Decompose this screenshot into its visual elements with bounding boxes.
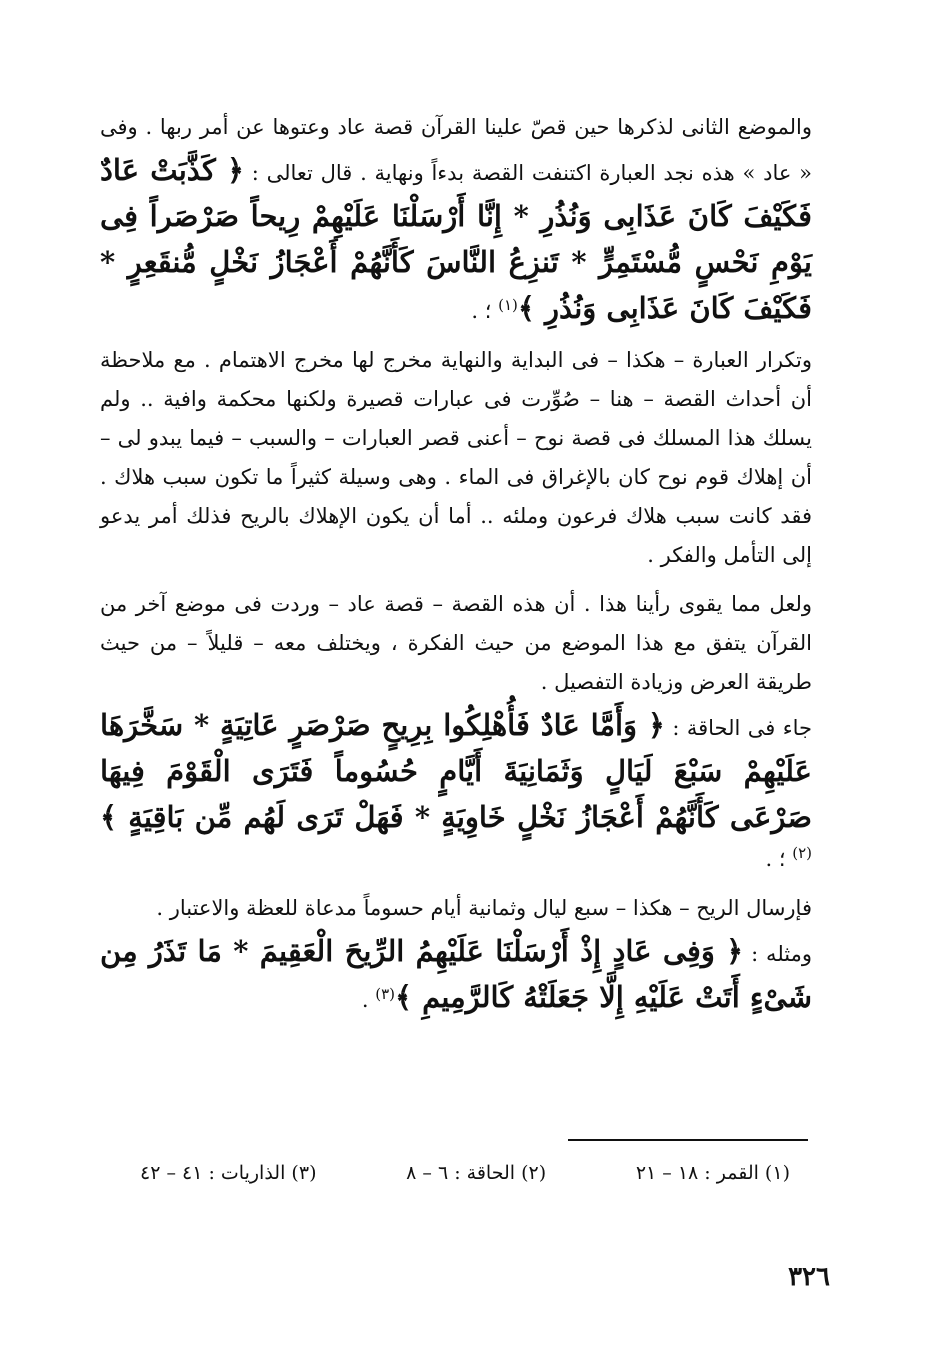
footnote-ref-2: (٢)	[792, 844, 812, 862]
paragraph-4	[100, 702, 812, 879]
footnote-3: (٣) الذاريات : ٤١ – ٤٢	[140, 1162, 317, 1184]
footnote-2: (٢) الحاقة : ٦ – ٨	[406, 1162, 547, 1184]
paragraph-3: ولعل مما يقوى رأينا هذا . أن هذه القصة – قصة عاد – وردت فى موضع آخر من القرآن يتفق مع هذا الموضع من حيث الفكرة ، ويختلف معه – قليلاً – من حيث طريقة العرض وزيادة التفصيل .	[100, 592, 812, 694]
paragraph-1-outro: ؛ .	[471, 299, 499, 323]
footnote-ref-1: (١)	[498, 296, 518, 314]
paragraph-5: فإرسال الريح – هكذا – سبع ليال وثمانية أيام حسوماً مدعاة للعظة والاعتبار .	[156, 896, 812, 920]
paragraph-1-intro: والموضع الثانى لذكرها حين قصّ علينا القرآن قصة عاد وعتوها عن أمر ربها . وفى « عاد » هذه نجد العبارة اكتنفت القصة بدءاً ونهاية . قال تعالى :	[100, 115, 812, 185]
paragraph-1	[100, 108, 812, 331]
paragraph-6-outro: .	[361, 988, 376, 1012]
page-number: ٣٢٦	[788, 1262, 830, 1292]
paragraph-4-outro: ؛ .	[765, 847, 793, 871]
paragraph-6	[100, 928, 812, 1020]
body-text	[100, 108, 812, 1020]
footnote-1: (١) القمر : ١٨ – ٢١	[635, 1162, 790, 1184]
footnotes	[140, 1162, 790, 1184]
quran-quote-1: ﴿ كَذَّبَتْ عَادٌ فَكَيْفَ كَانَ عَذَابِى وَنُذُرِ * إِنَّا أَرْسَلْنَا عَلَيْهِمْ رِيحاً صَرْصَراً فِى يَوْمِ نَحْسٍ مُّسْتَمِرٍّ * تَنزِعُ النَّاسَ كَأَنَّهُمْ أَعْجَازُ نَخْلٍ مُّنقَعِرٍ * فَكَيْفَ كَانَ عَذَابِى وَنُذُرِ ﴾	[100, 153, 812, 325]
footnote-divider	[568, 1139, 808, 1141]
paragraph-2: وتكرار العبارة – هكذا – فى البداية والنهاية مخرج لها مخرج الاهتمام . مع ملاحظة أن أحداث القصة – هنا – صُوِّرت فى عبارات قصيرة ولكنها محكمة وافية .. ولم يسلك هذا المسلك فى قصة نوح – أعنى قصر العبارات – والسبب – فيما يبدو لى – أن إهلاك قوم نوح كان بالإغراق فى الماء . وهى وسيلة كثيراً ما تكون سبب هلاك . فقد كانت سبب هلاك فرعون وملئه .. أما أن يكون الإهلاك بالريح فذلك أمر يدعو إلى التأمل والفكر .	[100, 348, 812, 567]
quran-quote-2: ﴿ وَأَمَّا عَادٌ فَأُهْلِكُوا بِرِيحٍ صَرْصَرٍ عَاتِيَةٍ * سَخَّرَهَا عَلَيْهِمْ سَبْعَ لَيَالٍ وَثَمَانِيَةَ أَيَّامٍ حُسُوماً فَتَرَى الْقَوْمَ فِيهَا صَرْعَى كَأَنَّهُمْ أَعْجَازُ نَخْلٍ خَاوِيَةٍ * فَهَلْ تَرَى لَهُم مِّن بَاقِيَةٍ ﴾	[100, 708, 812, 834]
paragraph-4-intro: جاء فى الحاقة :	[664, 716, 812, 740]
quran-quote-3: ﴿ وَفِى عَادٍ إِذْ أَرْسَلْنَا عَلَيْهِمُ الرِّيحَ الْعَقِيمَ * مَا تَذَرُ مِن شَىْءٍ أَتَتْ عَلَيْهِ إِلَّا جَعَلَتْهُ كَالرَّمِيمِ ﴾	[100, 934, 812, 1014]
footnote-ref-3: (٣)	[375, 985, 396, 1003]
paragraph-6-intro: ومثله :	[743, 942, 812, 966]
